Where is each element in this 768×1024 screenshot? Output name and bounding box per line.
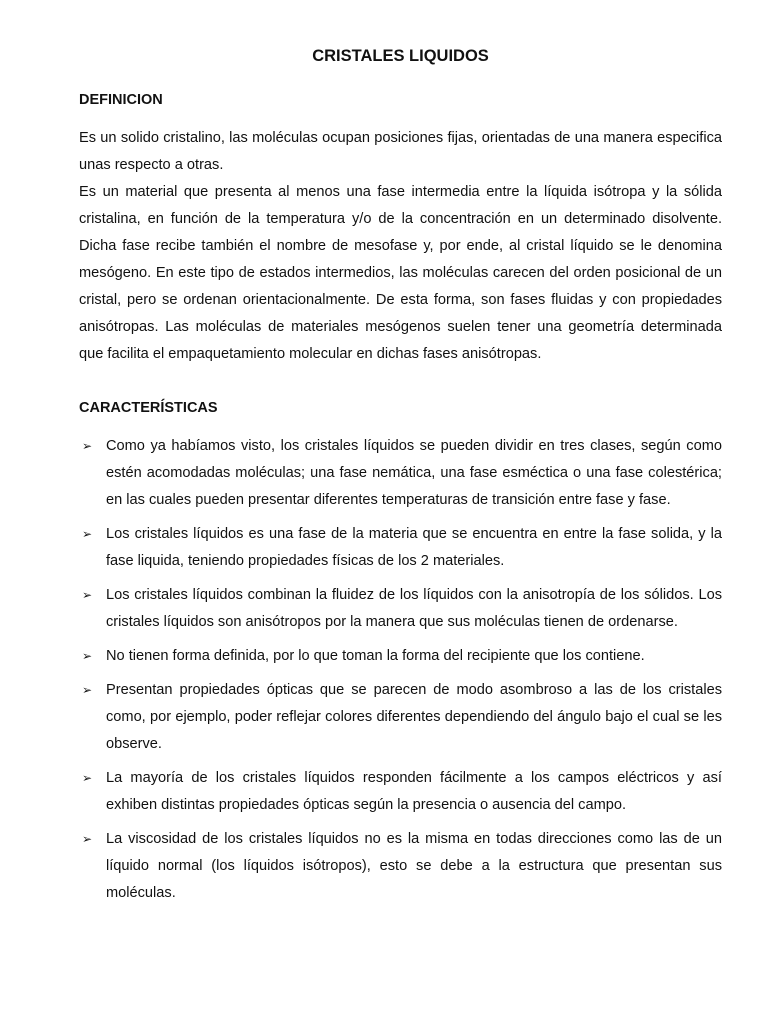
list-item-text: No tienen forma definida, por lo que toman la forma del recipiente que los contiene. xyxy=(106,648,645,664)
list-item-text: Como ya habíamos visto, los cristales líquidos se pueden dividir en tres clases, según como estén acomodadas moléculas; una fase nemática, una fase esméctica o una fase colestérica; en las cuales pueden presentar diferentes temperaturas de transición entre fase y fase. xyxy=(106,438,722,508)
list-item xyxy=(79,643,722,670)
list-item-text: Presentan propiedades ópticas que se parecen de modo asombroso a las de los cristales como, por ejemplo, poder reflejar colores diferentes dependiendo del ángulo bajo el cual se les observe. xyxy=(106,682,722,752)
document-title: CRISTALES LIQUIDOS xyxy=(312,47,489,65)
arrow-bullet-icon: ➢ xyxy=(82,683,93,697)
definition-heading: DEFINICION xyxy=(79,92,163,108)
arrow-bullet-icon: ➢ xyxy=(82,649,93,663)
definition-paragraph-2: Es un material que presenta al menos una fase intermedia entre la líquida isótropa y la sólida cristalina, en función de la temperatura y/o de la concentración en un determinado disolvente. Dicha fase recibe también el nombre de mesofase y, por ende, al cristal líquido se le denomina mesógeno. En este tipo de estados intermedios, las moléculas carecen del orden posicional de un cristal, pero se ordenan orientacionalmente. De esta forma, son fases fluidas y con propiedades anisótropas. Las moléculas de materiales mesógenos suelen tener una geometría determinada que facilita el empaquetamiento molecular en dichas fases anisótropas. xyxy=(79,184,722,362)
list-item xyxy=(79,826,722,907)
definition-paragraph-1: Es un solido cristalino, las moléculas ocupan posiciones fijas, orientadas de una manera especifica unas respecto a otras. xyxy=(79,130,722,173)
list-item-text: Los cristales líquidos combinan la fluidez de los líquidos con la anisotropía de los sólidos. Los cristales líquidos son anisótropos por la manera que sus moléculas tienen de ordenarse. xyxy=(106,587,722,630)
arrow-bullet-icon: ➢ xyxy=(82,832,93,846)
characteristics-heading: CARACTERÍSTICAS xyxy=(79,400,218,416)
arrow-bullet-icon: ➢ xyxy=(82,588,93,602)
arrow-bullet-icon: ➢ xyxy=(82,771,93,785)
list-item-text: Los cristales líquidos es una fase de la materia que se encuentra en entre la fase solida, y la fase liquida, teniendo propiedades físicas de los 2 materiales. xyxy=(106,526,722,569)
list-item xyxy=(79,582,722,636)
list-item xyxy=(79,521,722,575)
list-item xyxy=(79,433,722,514)
list-item xyxy=(79,765,722,819)
list-item xyxy=(79,677,722,758)
arrow-bullet-icon: ➢ xyxy=(82,527,93,541)
list-item-text: La viscosidad de los cristales líquidos no es la misma en todas direcciones como las de un líquido normal (los líquidos isótropos), esto se debe a la estructura que presentan sus moléculas. xyxy=(106,831,722,901)
definition-body xyxy=(79,125,722,368)
list-item-text: La mayoría de los cristales líquidos responden fácilmente a los campos eléctricos y así exhiben distintas propiedades ópticas según la presencia o ausencia del campo. xyxy=(106,770,722,813)
characteristics-list xyxy=(79,433,722,907)
arrow-bullet-icon: ➢ xyxy=(82,439,93,453)
